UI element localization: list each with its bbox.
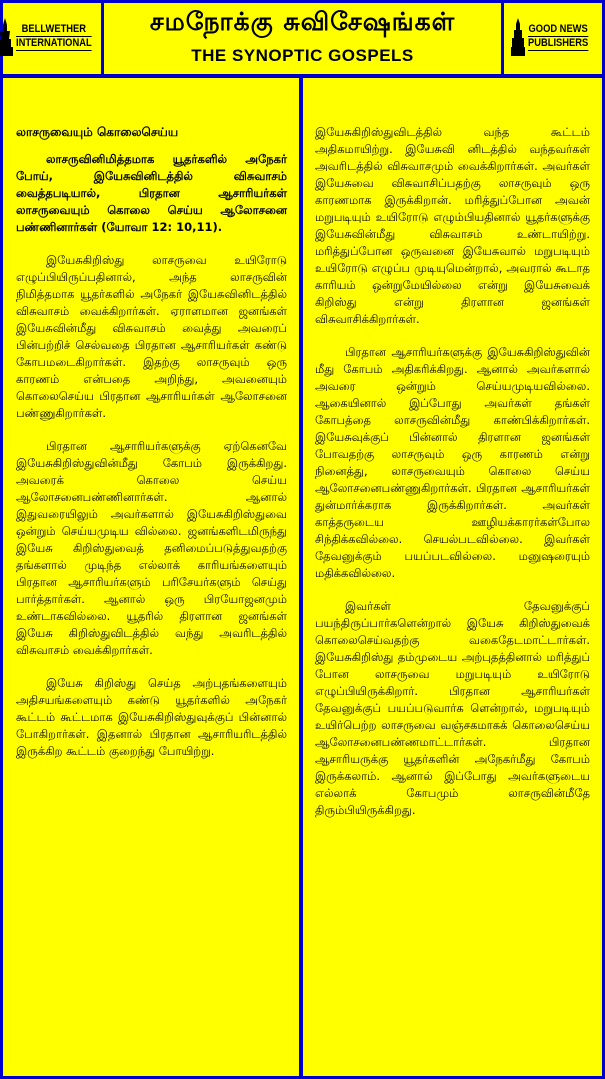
page-title: சமநோக்கு சுவிசேஷங்கள்	[149, 6, 456, 36]
good-news-logo	[501, 0, 605, 74]
body-paragraph: இவர்கள் தேவனுக்குப் பயந்திருப்பார்களென்றால் இயேசு கிறிஸ்துவைக் கொலைசெய்வதற்கு வகைதேடமாட்டார்கள். இயேசுகிறிஸ்து தம்முடைய அற்புதத்தினால் மரித்துப் போன லாசருவை மறுபடியும் உயிரோடு எழுப்பியிருக்கிறார். பிரதான ஆசாரியர்கள் தேவனுக்குப் பயப்படுவார்க ளென்றால், மறுபடியும் உயிர்பெற்ற லாசருவை வஞ்சகமாகக் கொலைசெய்ய ஆலோசனைபண்ணமாட்டார்கள். பிரதான ஆசாரியருக்கு யூதர்களின் அநேகர்மீது கோபம் இருக்கலாம். ஆனால் இப்போது அவர்களுடைய எல்லாக் கோபமும் லாசருவின்மீதே திரும்பியிருக்கிறது.	[315, 599, 590, 817]
tower-icon	[0, 17, 14, 57]
logo-right-line2: PUBLISHERS	[528, 37, 589, 49]
left-column	[3, 78, 299, 1079]
body-paragraph: இயேசுகிறிஸ்து லாசருவை உயிரோடு எழுப்பியிருப்பதினால், அந்த லாசருவின் நிமித்தமாக யூதர்களில் அநேகர் இயேசுவினிடத்தில் விசுவாசம் வைக்கிறார்கள். ஏராளமான ஜனங்கள் இயேசுவின்மீது விசுவாசம் வைத்து அவரைப் பின்பற்றிச் செல்வதை பிரதான ஆசாரியர்கள் கண்டு கோபமடைகிறார்கள். இதற்கு லாசருவும் ஒரு காரணம் என்பதை அறிந்து, அவனையும் கொலைசெய்ய பிரதான ஆசாரியர்கள் ஆலோசனை பண்ணுகிறார்கள்.	[16, 253, 287, 420]
page-header	[0, 0, 605, 78]
logo-left-line2: INTERNATIONAL	[16, 37, 92, 49]
right-column	[303, 78, 602, 1079]
tower-icon	[510, 17, 526, 57]
body-paragraph: இயேசு கிறிஸ்து செய்த அற்புதங்களையும் அதிசயங்களையும் கண்டு யூதர்களில் அநேகர் கூட்டம் கூட்டமாக இயேசுகிறிஸ்துவுக்குப் பின்னால் போகிறார்கள். இதனால் பிரதான ஆசாரியரிடத்தில் இருக்கிற கூட்டம் குறைந்து போயிற்று.	[16, 676, 287, 758]
body-paragraph: பிரதான ஆசாரியர்களுக்கு இயேசுகிறிஸ்துவின் மீது கோபம் அதிகரிக்கிறது. ஆனால் அவர்களால் அவரை ஒன்றும் செய்யமுடியவில்லை. ஆகையினால் இப்போது அவர்கள் தங்கள் கோபத்தை லாசருவின்மீது காண்பிக்கிறார்கள். இயேசுவுக்குப் பின்னால் திரளான ஜனங்கள் போவதற்கு லாசருவும் ஒரு காரணம் என்று நினைத்து, லாசருவையும் கொலை செய்ய ஆலோசனைபண்ணுகிறார்கள். பிரதான ஆசாரியர்கள் துன்மார்க்கராக இருக்கிறார்கள். அவர்கள் காத்தருடைய ஊழியக்காரர்கள்போல சிந்திக்கவில்லை. செயல்படவில்லை. இவர்கள் தேவனுக்கும் பயப்படவில்லை. மனுஷரையும் மதிக்கவில்லை.	[315, 345, 590, 580]
title-block	[107, 0, 498, 74]
bellwether-logo	[0, 0, 104, 74]
logo-right-line1: GOOD NEWS	[528, 23, 588, 35]
body-paragraph: இயேசுகிறிஸ்துவிடத்தில் வந்த கூட்டம் அதிகமாயிற்று. இயேசுவி னிடத்தில் வந்தவர்கள் அவரிடத்தில் விசுவாசமும் வைக்கிறார்கள். அவர்கள் இயேசுவை விசுவாசிப்பதற்கு லாசருவும் ஒரு காரணமாக இருக்கிறான். மரித்துப்போன அவன் மறுபடியும் உயிரோடு எழும்பியதினால் யூதர்களுக்கு இயேசுவின்மீது விசுவாசம் உண்டாயிற்று. மரித்துப்போன ஒருவனை இயேசுவால் மறுபடியும் உயிரோடு எழுப்ப முடியுமென்றால், அவரால் கூடாத காரியம் ஒன்றுமேயில்லை என்று இயேசுவைக் கிறிஸ்து என்று திரளான ஜனங்கள் விசுவாசிக்கிறார்கள்.	[315, 125, 590, 326]
section-heading: லாசருவையும் கொலைசெய்ய	[16, 125, 179, 139]
page-subtitle: THE SYNOPTIC GOSPELS	[191, 45, 414, 65]
intro-paragraph: லாசருவினிமித்தமாக யூதர்களில் அநேகர் போய், இயேசுவினிடத்தில் விசுவாசம் வைத்தபடியால், பிரதான ஆசாரியர்கள் லாசருவையும் கொலை செய்ய ஆலோசனை பண்ணினார்கள் (யோவா 12: 10,11).	[16, 152, 287, 234]
body-paragraph: பிரதான ஆசாரியர்களுக்கு ஏற்கெனவே இயேசுகிறிஸ்துவின்மீது கோபம் இருக்கிறது. அவரைக் கொலை செய்ய ஆலோசனைபண்ணினார்கள். ஆனால் இதுவரையிலும் அவர்களால் இயேசுகிறிஸ்துவை ஒன்றும் செய்யமுடிய வில்லை. ஜனங்களிடமிருந்து இயேசு கிறிஸ்துவைத் தனிமைப்படுத்துவதற்கு தங்களால் முடிந்த எல்லாக் காரியங்களையும் பிரதான ஆசாரியர்களும் பரிசேயர்களும் செய்து பார்த்தார்கள். ஆனால் ஒரு பிரயோஜனமும் உண்டாகவில்லை. யூதரில் திரளான ஜனங்கள் இயேசு கிறிஸ்துவிடத்தில் வந்து அவரிடத்தில் விசுவாசம் வைக்கிறார்கள்.	[16, 439, 287, 657]
logo-left-line1: BELLWETHER	[16, 23, 92, 37]
